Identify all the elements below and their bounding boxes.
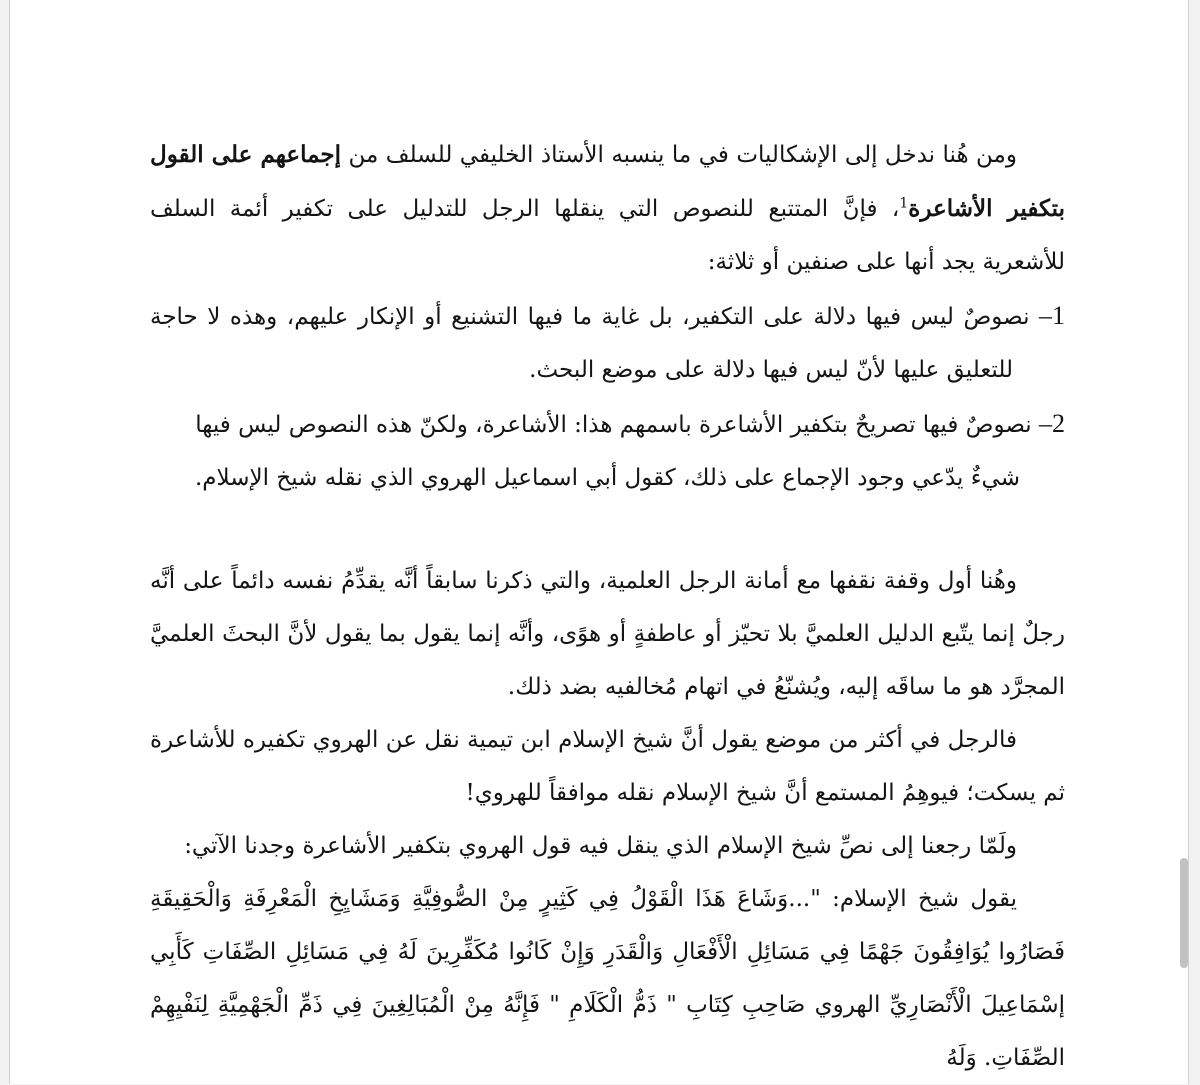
list-item-2-dash: – [1039,409,1052,438]
paragraph-gap [150,505,1065,555]
list-item-1-dash: – [1039,301,1052,330]
intro-bold-claim: إجماعهم على القول بتكفير الأشاعرة [150,141,1065,222]
document-page [9,0,1189,1084]
vertical-scrollbar-thumb[interactable] [1180,858,1188,968]
paragraph-return-to-text: ولَمّا رجعنا إلى نصِّ شيخ الإسلام الذي ينقل فيه قول الهروي بتكفير الأشاعرة وجدنا الآتي: [184,833,1017,859]
intro-tail-text: ، فإنَّ المتتبع للنصوص التي ينقلها الرجل للتدليل على تكفير أئمة السلف للأشعرية يجد أنها على صنفين أو ثلاثة: [150,196,1065,275]
list-item-2-continuation [150,452,1065,505]
paragraph-hirawi-claim: فالرجل في أكثر من موضع يقول أنَّ شيخ الإسلام ابن تيمية نقل عن الهروي تكفيره للأشاعرة ثم يسكت؛ فيوهِمُ المستمع أنَّ شيخ الإسلام نقله موافقاً للهروي! [150,727,1065,806]
list-item-2-line2: شيءٌ يدّعي وجود الإجماع على ذلك، كقول أبي اسماعيل الهروي الذي نقله شيخ الإسلام. [195,465,1020,491]
paragraph-intro [150,128,1065,289]
paragraph-quote-ibn-taymiyyah: يقول شيخ الإسلام: "...وَشَاعَ هَذَا الْقَوْلُ فِي كَثِيرٍ مِنْ الصُّوفِيَّةِ وَمَشَايِخِ الْمَعْرِفَةِ وَالْحَقِيقَةِ فَصَارُوا يُوَافِقُونَ جَهْمًا فِي مَسَائِلِ الْأَفْعَالِ وَالْقَدَرِ وَإِنْ كَانُوا مُكَفِّرِينَ لَهُ فِي مَسَائِلِ الصِّفَاتِ كَأَبِي إسْمَاعِيلَ الْأَنْصَارِيِّ الهروي صَاحِبِ كِتَابِ " ذَمُّ الْكَلَامِ " فَإِنَّهُ مِنْ الْمُبَالِغِينَ فِي ذَمِّ الْجَهْمِيَّةِ لِنَفْيِهِمْ الصِّفَاتِ. وَلَهُ [150,886,1065,1071]
paragraph-integrity: وهُنا أول وقفة نقفها مع أمانة الرجل العلمية، والتي ذكرنا سابقاً أنَّه يقدِّمُ نفسه دائماً على أنَّه رجلٌ إنما يتّبع الدليل العلميَّ بلا تحيّز أو عاطفةٍ أو هوًى، وأنَّه إنما يقول بما يقول لأنَّ البحثَ العلميَّ المجرَّد هو ما ساقَه إليه، ويُشنّعُ في اتهام مُخالفيه بضد ذلك. [150,568,1065,700]
list-item-1-number: 1 [1052,301,1065,330]
footnote-marker[interactable]: 1 [899,195,909,212]
list-item-2-line1: نصوصٌ فيها تصريحٌ بتكفير الأشاعرة باسمهم هذا: الأشاعرة، ولكنّ هذه النصوص ليس فيها [195,412,1032,438]
list-item-1 [150,289,1065,397]
list-item-1-text: نصوصٌ ليس فيها دلالة على التكفير، بل غاية ما فيها التشنيع أو الإنكار عليهم، وهذه لا حاجة للتعليق عليها لأنّ ليس فيها دلالة على موضع البحث. [150,304,1030,383]
intro-lead-text: ومن هُنا ندخل إلى الإشكاليات في ما ينسبه الأستاذ الخليفي للسلف من [348,142,1017,168]
list-item-2 [150,397,1065,452]
list-item-2-number: 2 [1052,409,1065,438]
document-body [150,128,1065,1085]
